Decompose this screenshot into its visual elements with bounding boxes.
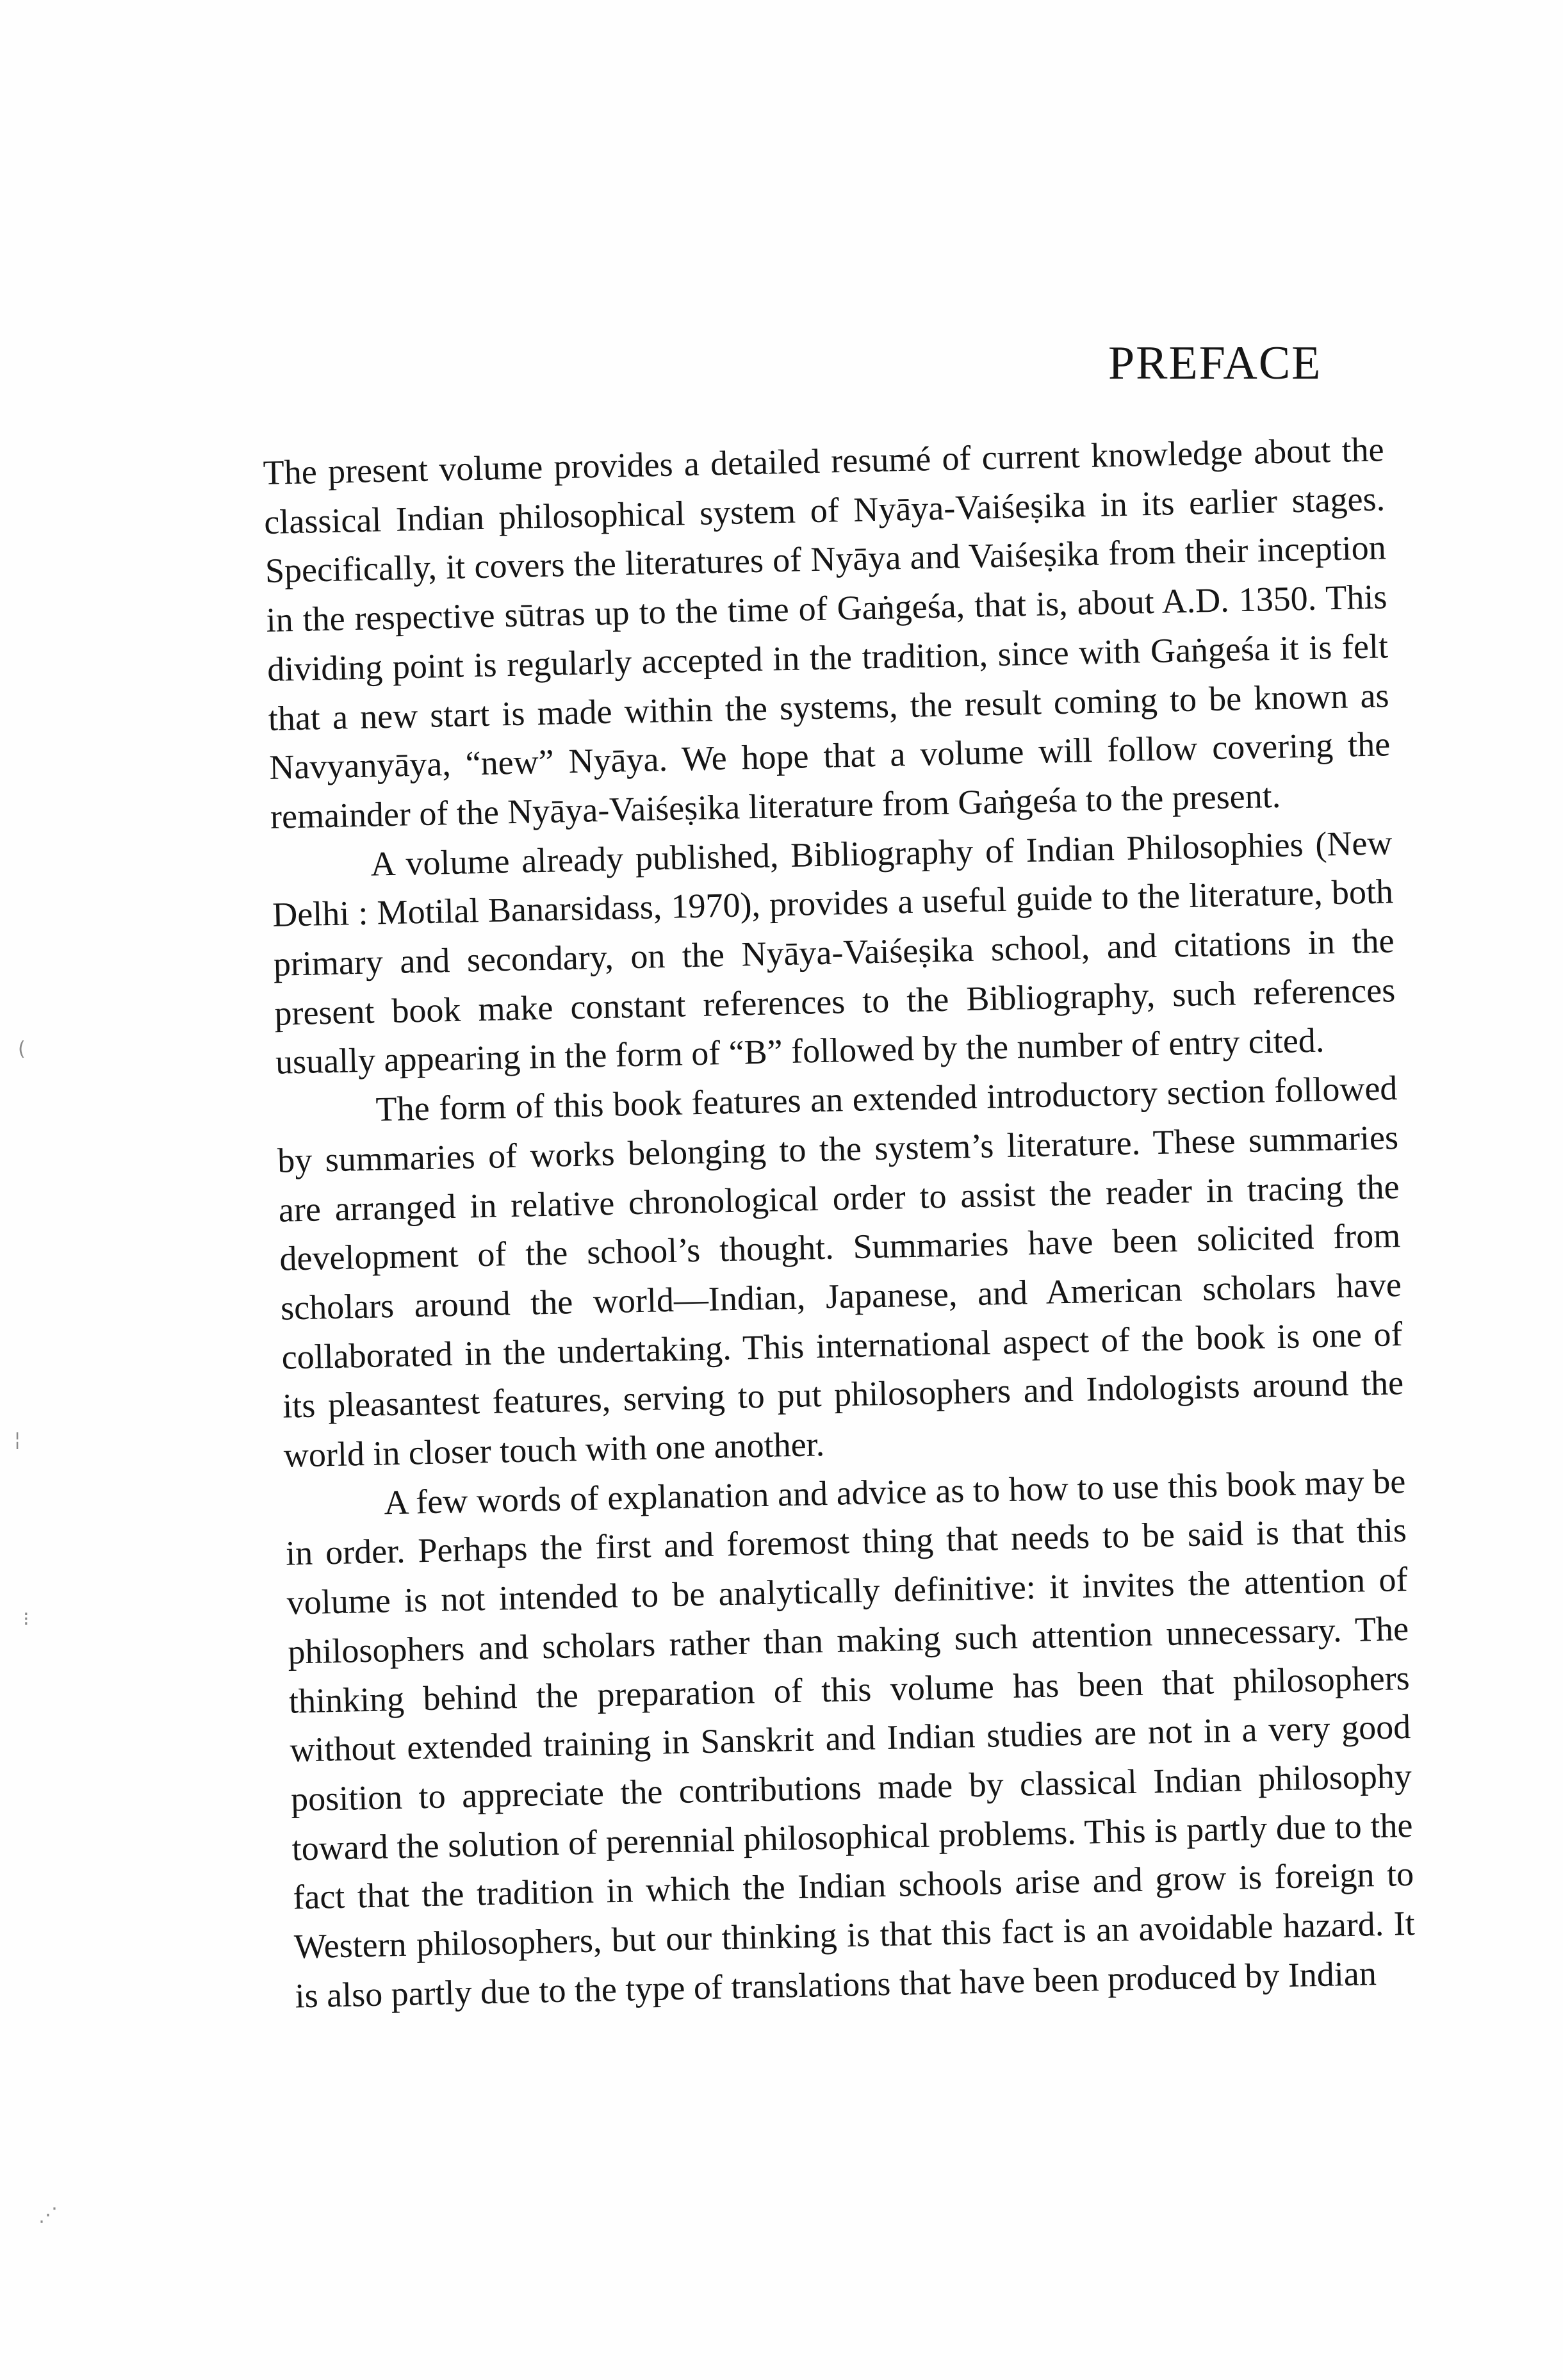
paragraph-1: The present volume provides a detailed resumé of current knowledge about the classical Indian philosophical system of Nyāya-Vaiśeṣika in its earlier stages. Specifically, it covers the literatures of Nyāya and Vaiśeṣika from their inception in the respective sūtras up to the time of Gaṅgeśa, that is, about A.D. 1350. This dividing point is regularly accepted in the tradition, since with Gaṅgeśa it is felt that a new start is made within the systems, the result coming to be known as Navyanyāya, “new” Nyāya. We hope that a volume will follow covering the remainder of the Nyāya-Vaiśeṣika literature from Gaṅgeśa to the present. <box>263 430 1391 836</box>
paragraph-2: A volume already published, Bibliography of Indian Philosophies (New Delhi : Motilal Banarsidass, 1970), provides a useful guide to the literature, both primary and secondary, on the Nyāya-Vaiśeṣika school, and citations in the present book make constant references to the Bibliography, such references usually appearing in the form of “B” followed by the number of entry cited. <box>272 823 1396 1082</box>
scan-speck: ⋰ <box>38 2204 58 2226</box>
scan-speck: ¦ <box>14 1429 21 1451</box>
preface-body <box>263 425 1416 2021</box>
scan-speck: ( <box>18 1038 26 1060</box>
page-title: PREFACE <box>1108 337 1322 390</box>
paragraph-4: A few words of explanation and advice as to how to use this book may be in order. Perhaps the first and foremost thing that needs to be said is that this volume is not intended to be analytically definitive: it invites the attention of philosophers and scholars rather than making such attention unnecessary. The thinking behind the preparation of this volume has been that philosophers without extended training in Sanskrit and Indian studies are not in a very good position to appreciate the contributions made by classical Indian philosophy toward the solution of perennial philosophical problems. This is partly due to the fact that the tradition in which the Indian schools arise and grow is foreign to Western philosophers, but our thinking is that this fact is an avoidable hazard. It is also partly due to the type of translations that have been produced by Indian <box>285 1461 1416 2015</box>
paragraph-3: The form of this book features an extended introductory section followed by summaries of works belonging to the system’s literature. These summaries are arranged in relative chronological order to assist the reader in tracing the development of the school’s thought. Summaries have been solicited from scholars around the world—Indian, Japanese, and American scholars have collaborated in the undertaking. This international aspect of the book is one of its pleasantest features, serving to put philosophers and Indologists around the world in closer touch with one another. <box>277 1069 1404 1475</box>
scan-speck: ⁝ <box>23 1608 29 1630</box>
